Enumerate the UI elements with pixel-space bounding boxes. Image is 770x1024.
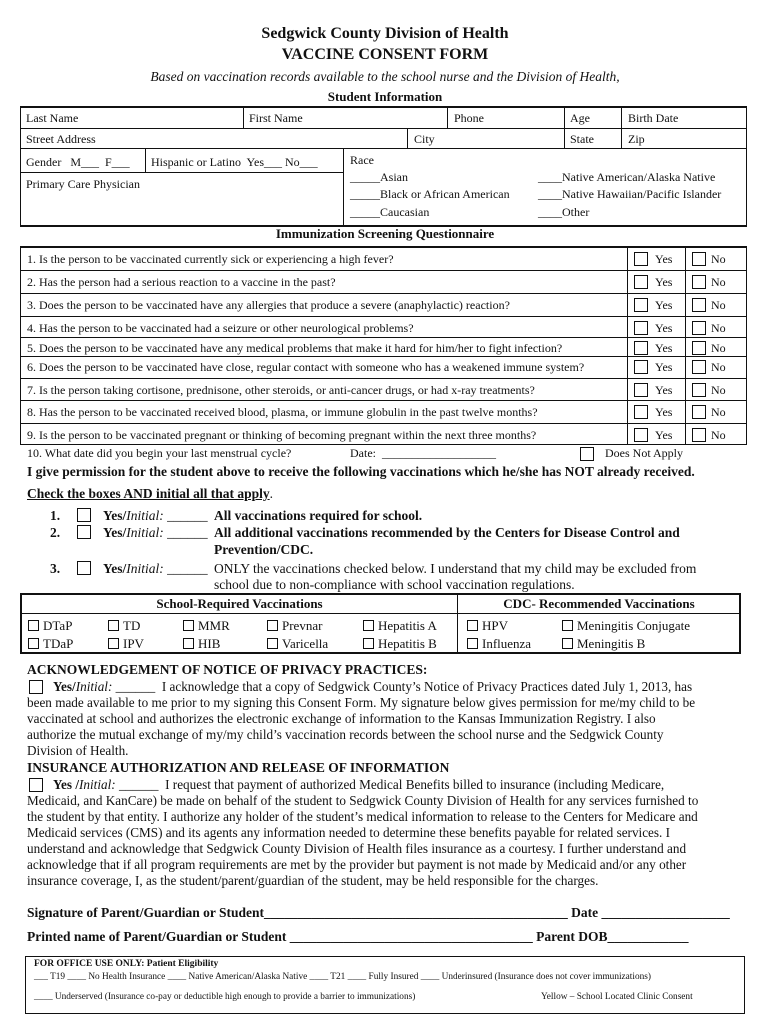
vaccine-option[interactable] — [363, 618, 437, 634]
no-checkbox[interactable] — [692, 428, 706, 442]
no-label: No — [711, 252, 726, 266]
pcp-label: Primary Care Physician — [26, 177, 140, 191]
hispanic-field[interactable]: Hispanic or Latino Yes___ No___ — [151, 155, 318, 169]
birth-date-label: Birth Date — [628, 111, 679, 125]
option-3-initial[interactable] — [103, 561, 208, 577]
insurance-line-4: Medicaid services (CMS) and its agents any information needed to determine these benefits payable for related services. I — [27, 825, 671, 840]
form-title: VACCINE CONSENT FORM — [281, 46, 489, 63]
vaccine-option[interactable] — [267, 636, 328, 652]
yes-label: Yes — [655, 428, 673, 442]
option-1-initial[interactable] — [103, 508, 208, 524]
vaccine-checkbox[interactable] — [267, 620, 278, 631]
privacy-line-4: authorize the mutual exchange of my/my child’s vaccination records between the school nurse and the Sedgwick County — [27, 727, 664, 742]
yes-label: Yes/ — [103, 561, 127, 576]
vaccine-option[interactable] — [183, 618, 230, 634]
school-vaccines-title: School-Required Vaccinations — [156, 596, 323, 611]
not-apply-label: Does Not Apply — [605, 446, 683, 460]
yes-checkbox[interactable] — [634, 275, 648, 289]
initial-label: Initial: ______ — [126, 508, 208, 523]
form-subtitle: Based on vaccination records available to the school nurse and the Division of Health, — [150, 69, 620, 84]
no-checkbox[interactable] — [692, 360, 706, 374]
yes-label: Yes — [655, 298, 673, 312]
yes-label: Yes — [655, 405, 673, 419]
vaccine-checkbox[interactable] — [183, 620, 194, 631]
yes-checkbox[interactable] — [634, 383, 648, 397]
privacy-initial[interactable]: Initial: ______ — [75, 679, 156, 694]
no-label: No — [711, 428, 726, 442]
insurance-line-7: insurance coverage, I, as the student/parent/guardian of the student, may be held responsible for the charges. — [27, 873, 599, 888]
no-label: No — [711, 321, 726, 335]
last-name-label: Last Name — [26, 111, 79, 125]
question-text: 9. Is the person to be vaccinated pregnant or thinking of becoming pregnant within the next three months? — [27, 428, 537, 442]
vaccine-option[interactable] — [108, 618, 140, 634]
option-2-checkbox[interactable] — [77, 525, 91, 539]
permission-statement: I give permission for the student above to receive the following vaccinations which he/she has NOT already received. — [27, 464, 695, 479]
privacy-checkbox[interactable] — [29, 680, 43, 694]
vaccine-checkbox[interactable] — [183, 638, 194, 649]
check-instruction-period: . — [269, 486, 274, 501]
option-3-checkbox[interactable] — [77, 561, 91, 575]
option-2-text-cont: Prevention/CDC. — [214, 542, 314, 557]
yes-checkbox[interactable] — [634, 428, 648, 442]
no-checkbox[interactable] — [692, 298, 706, 312]
vaccine-label: HPV — [482, 618, 509, 633]
vaccine-label: DTaP — [43, 618, 73, 633]
vaccine-option[interactable] — [28, 618, 72, 634]
privacy-line-3: vaccinated at school and authorizes the electronic exchange of information to the Kansas Immunization Registry. I also — [27, 711, 656, 726]
question-text: 2. Has the person had a serious reaction to a vaccine in the past? — [27, 275, 336, 289]
insurance-line1: I request that payment of authorized Medical Benefits billed to insurance (including Medicare, — [165, 777, 665, 792]
vaccine-label: Hepatitis A — [378, 618, 437, 633]
insurance-line-6: acknowledge that if all program requirements are met by the provider but payment is not made by Medicaid and/or any other — [27, 857, 687, 872]
vaccine-checkbox[interactable] — [562, 620, 573, 631]
office-use-line2: ____ Underserved (Insurance co-pay or deductible high enough to provide a barrier to immunizations) — [34, 992, 416, 1002]
privacy-line-2: been made available to me prior to my signing this Consent Form. My signature below gives permission for me/my child to be — [27, 695, 696, 710]
yes-label: Yes — [655, 383, 673, 397]
vaccine-option[interactable] — [363, 636, 437, 652]
vaccine-label: TDaP — [43, 636, 74, 651]
insurance-line-5: understand and acknowledge that Sedgwick County Division of Health files insurance as a courtesy. I further understand and — [27, 841, 687, 856]
yes-label: Yes/ — [103, 508, 127, 523]
race-asian[interactable]: _____Asian — [350, 170, 408, 184]
option-number: 2. — [50, 525, 61, 540]
question-text: 3. Does the person to be vaccinated have any allergies that produce a severe (anaphylactic) reaction? — [27, 298, 510, 312]
race-native-american[interactable]: ____Native American/Alaska Native — [538, 170, 716, 184]
vaccine-checkbox[interactable] — [108, 620, 119, 631]
insurance-yes: Yes / — [53, 777, 80, 792]
not-apply-checkbox[interactable] — [580, 447, 594, 461]
question-text: 1. Is the person to be vaccinated currently sick or experiencing a high fever? — [27, 252, 394, 266]
vaccine-label: MMR — [198, 618, 230, 633]
vaccine-option[interactable] — [562, 636, 645, 652]
check-instruction — [27, 486, 273, 502]
street-label: Street Address — [26, 132, 96, 146]
insurance-checkbox[interactable] — [29, 778, 43, 792]
signature-line[interactable]: Signature of Parent/Guardian or Student_____________________________________________ Date ___________________ — [27, 905, 730, 920]
option-1-checkbox[interactable] — [77, 508, 91, 522]
no-checkbox[interactable] — [692, 383, 706, 397]
no-checkbox[interactable] — [692, 252, 706, 266]
office-use-title: FOR OFFICE USE ONLY: Patient Eligibility — [34, 959, 219, 969]
printed-name-line[interactable]: Printed name of Parent/Guardian or Student ____________________________________ Parent DOB____________ — [27, 929, 689, 944]
q10-date-field[interactable]: Date: ___________________ — [350, 446, 496, 460]
vaccine-checkbox[interactable] — [108, 638, 119, 649]
gender-field[interactable]: Gender M___ F___ — [26, 155, 130, 169]
race-hawaiian[interactable]: ____Native Hawaiian/Pacific Islander — [538, 187, 722, 201]
vaccine-option[interactable] — [562, 618, 690, 634]
vaccine-checkbox[interactable] — [267, 638, 278, 649]
yes-label: Yes — [655, 275, 673, 289]
vaccine-label: Influenza — [482, 636, 532, 651]
privacy-title: ACKNOWLEDGEMENT OF NOTICE OF PRIVACY PRACTICES: — [27, 662, 428, 677]
no-checkbox[interactable] — [692, 405, 706, 419]
vaccine-checkbox[interactable] — [363, 638, 374, 649]
insurance-title: INSURANCE AUTHORIZATION AND RELEASE OF INFORMATION — [27, 760, 450, 775]
vaccine-option[interactable] — [467, 636, 531, 652]
vaccine-label: Prevnar — [282, 618, 323, 633]
yes-checkbox[interactable] — [634, 298, 648, 312]
questionnaire-title: Immunization Screening Questionnaire — [275, 226, 495, 241]
option-1-text: All vaccinations required for school. — [214, 508, 423, 523]
option-3-text-cont: school due to non-compliance with school vaccination regulations. — [214, 577, 575, 592]
race-label: Race — [350, 153, 374, 167]
no-label: No — [711, 298, 726, 312]
check-instruction-text: Check the boxes AND initial all that apply — [27, 486, 270, 501]
vaccine-checkbox[interactable] — [467, 620, 478, 631]
question-text: 4. Has the person to be vaccinated had a seizure or other neurological problems? — [27, 321, 414, 335]
vaccine-label: Varicella — [282, 636, 329, 651]
vaccine-label: Meningitis Conjugate — [577, 618, 691, 633]
insurance-initial[interactable]: Initial: ______ — [79, 777, 159, 792]
q10-text: 10. What date did you begin your last menstrual cycle? — [27, 446, 292, 460]
state-label: State — [570, 132, 594, 146]
vaccine-option[interactable] — [28, 636, 73, 652]
yes-checkbox[interactable] — [634, 252, 648, 266]
vaccine-checkbox[interactable] — [562, 638, 573, 649]
yes-label: Yes — [655, 360, 673, 374]
option-number: 3. — [50, 561, 61, 576]
privacy-line1: I acknowledge that a copy of Sedgwick County’s Notice of Privacy Practices dated July 1, 2013, has — [161, 679, 693, 694]
privacy-yes: Yes/ — [53, 679, 76, 694]
yes-checkbox[interactable] — [634, 405, 648, 419]
yes-checkbox[interactable] — [634, 321, 648, 335]
no-label: No — [711, 383, 726, 397]
zip-label: Zip — [628, 132, 645, 146]
no-checkbox[interactable] — [692, 321, 706, 335]
vaccine-checkbox[interactable] — [467, 638, 478, 649]
vaccine-label: TD — [123, 618, 141, 633]
vaccine-checkbox[interactable] — [28, 638, 39, 649]
initial-label: Initial: ______ — [126, 525, 208, 540]
vaccine-option[interactable] — [267, 618, 322, 634]
vaccine-label: Hepatitis B — [378, 636, 437, 651]
question-text: 6. Does the person to be vaccinated have close, regular contact with someone who has a weakened immune system? — [27, 360, 585, 374]
office-use-line1: ___ T19 ____ No Health Insurance ____ Native American/Alaska Native ____ T21 ____ Fully Insured ____ Underinsured (Insurance does not cover immunizations) — [34, 972, 651, 982]
age-label: Age — [570, 111, 590, 125]
no-checkbox[interactable] — [692, 341, 706, 355]
yes-label: Yes — [655, 341, 673, 355]
vaccine-option[interactable] — [467, 618, 508, 634]
no-label: No — [711, 341, 726, 355]
privacy-first-line — [53, 679, 692, 695]
race-black[interactable]: _____Black or African American — [350, 187, 510, 201]
yes-label: Yes — [655, 321, 673, 335]
vaccine-option[interactable] — [108, 636, 144, 652]
vaccine-option[interactable] — [183, 636, 220, 652]
option-2-text: All additional vaccinations recommended by the Centers for Disease Control and — [214, 525, 680, 540]
vaccine-label: Meningitis B — [577, 636, 646, 651]
phone-label: Phone — [454, 111, 484, 125]
insurance-line-2: Medicaid, and KanCare) be made on behalf of the student to Sedgwick County Division of Health for any services furnished to — [27, 793, 699, 808]
org-title: Sedgwick County Division of Health — [261, 25, 509, 42]
yes-checkbox[interactable] — [634, 360, 648, 374]
vaccine-label: HIB — [198, 636, 221, 651]
insurance-line-3: the student by that entity. I authorize any holder of the student’s medical information to release to the Centers for Medicare and — [27, 809, 698, 824]
option-2-initial[interactable] — [103, 525, 208, 541]
insurance-first-line — [53, 777, 664, 793]
race-other[interactable]: ____Other — [538, 205, 590, 219]
vaccine-checkbox[interactable] — [363, 620, 374, 631]
race-caucasian[interactable]: _____Caucasian — [350, 205, 430, 219]
no-label: No — [711, 405, 726, 419]
question-text: 8. Has the person to be vaccinated received blood, plasma, or immune globulin in the past twelve months? — [27, 405, 538, 419]
option-3-text: ONLY the vaccinations checked below. I understand that my child may be excluded from — [214, 561, 697, 576]
office-use-copy-label: Yellow – School Located Clinic Consent — [541, 992, 693, 1002]
no-label: No — [711, 360, 726, 374]
yes-label: Yes — [655, 252, 673, 266]
cdc-vaccines-title: CDC- Recommended Vaccinations — [503, 596, 695, 611]
yes-label: Yes/ — [103, 525, 127, 540]
privacy-line-5: Division of Health. — [27, 743, 129, 758]
vaccine-checkbox[interactable] — [28, 620, 39, 631]
initial-label: Initial: ______ — [126, 561, 208, 576]
option-number: 1. — [50, 508, 61, 523]
student-info-heading: Student Information — [327, 89, 443, 104]
first-name-label: First Name — [249, 111, 303, 125]
vaccine-label: IPV — [123, 636, 144, 651]
no-checkbox[interactable] — [692, 275, 706, 289]
question-text: 7. Is the person taking cortisone, prednisone, other steroids, or anti-cancer drugs, or had x-ray treatments? — [27, 383, 535, 397]
question-text: 5. Does the person to be vaccinated have any medical problems that make it hard for him/her to fight infection? — [27, 341, 563, 355]
yes-checkbox[interactable] — [634, 341, 648, 355]
city-label: City — [414, 132, 435, 146]
no-label: No — [711, 275, 726, 289]
